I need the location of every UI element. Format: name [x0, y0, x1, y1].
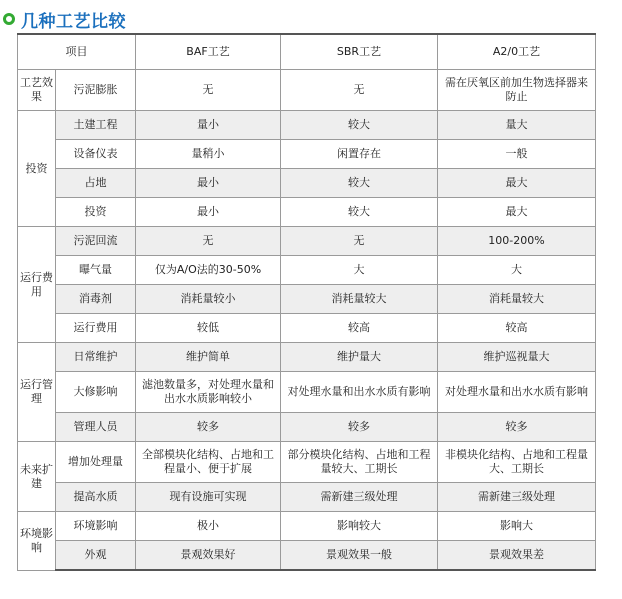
header-baf: BAF工艺 [136, 34, 281, 70]
cell-ao: 大 [438, 256, 596, 285]
cell-sbr: 影响较大 [281, 512, 438, 541]
group-label: 运行费用 [18, 227, 56, 343]
cell-sbr: 需新建三级处理 [281, 483, 438, 512]
table-row [18, 198, 596, 227]
table-row [18, 140, 596, 169]
row-item: 运行费用 [56, 314, 136, 343]
cell-baf: 无 [136, 227, 281, 256]
table-row [18, 483, 596, 512]
table-row [18, 343, 596, 372]
circle-bullet-icon [3, 13, 15, 25]
row-item: 污泥回流 [56, 227, 136, 256]
cell-sbr: 较高 [281, 314, 438, 343]
row-item: 环境影响 [56, 512, 136, 541]
cell-sbr: 消耗量较大 [281, 285, 438, 314]
cell-baf: 较低 [136, 314, 281, 343]
cell-sbr: 较大 [281, 111, 438, 140]
group-label: 运行管理 [18, 343, 56, 442]
cell-ao: 量大 [438, 111, 596, 140]
cell-sbr: 较大 [281, 198, 438, 227]
table-row [18, 227, 596, 256]
cell-baf: 较多 [136, 413, 281, 442]
row-item: 土建工程 [56, 111, 136, 140]
table-row [18, 314, 596, 343]
header-sbr: SBR工艺 [281, 34, 438, 70]
cell-sbr: 大 [281, 256, 438, 285]
cell-ao: 100-200% [438, 227, 596, 256]
cell-baf: 现有设施可实现 [136, 483, 281, 512]
cell-ao: 一般 [438, 140, 596, 169]
table-header-row [18, 34, 596, 70]
group-label: 投资 [18, 111, 56, 227]
cell-baf: 消耗量较小 [136, 285, 281, 314]
table-row [18, 413, 596, 442]
cell-ao: 较多 [438, 413, 596, 442]
cell-ao: 较高 [438, 314, 596, 343]
cell-ao: 最大 [438, 198, 596, 227]
page-title: 几种工艺比较 [21, 11, 126, 32]
table-row [18, 285, 596, 314]
row-item: 占地 [56, 169, 136, 198]
row-item: 曝气量 [56, 256, 136, 285]
row-item: 污泥膨胀 [56, 70, 136, 111]
header-ao: A2/0工艺 [438, 34, 596, 70]
cell-sbr: 部分模块化结构、占地和工程量较大、工期长 [281, 442, 438, 483]
row-item: 外观 [56, 541, 136, 571]
cell-sbr: 无 [281, 227, 438, 256]
row-item: 管理人员 [56, 413, 136, 442]
cell-ao: 非模块化结构、占地和工程量大、工期长 [438, 442, 596, 483]
cell-ao: 维护巡视量大 [438, 343, 596, 372]
cell-baf: 最小 [136, 198, 281, 227]
cell-ao: 景观效果差 [438, 541, 596, 571]
cell-ao: 消耗量较大 [438, 285, 596, 314]
cell-sbr: 景观效果一般 [281, 541, 438, 571]
cell-baf: 仅为A/O法的30-50% [136, 256, 281, 285]
table-row [18, 256, 596, 285]
cell-ao: 需新建三级处理 [438, 483, 596, 512]
cell-baf: 最小 [136, 169, 281, 198]
cell-baf: 极小 [136, 512, 281, 541]
table-row [18, 541, 596, 571]
cell-baf: 景观效果好 [136, 541, 281, 571]
cell-ao: 影响大 [438, 512, 596, 541]
cell-ao: 最大 [438, 169, 596, 198]
group-label: 未来扩建 [18, 442, 56, 512]
table-row [18, 70, 596, 111]
cell-sbr: 维护量大 [281, 343, 438, 372]
cell-ao: 需在厌氧区前加生物选择器来防止 [438, 70, 596, 111]
row-item: 投资 [56, 198, 136, 227]
cell-sbr: 较大 [281, 169, 438, 198]
title-row [0, 6, 622, 32]
row-item: 日常维护 [56, 343, 136, 372]
group-label: 工艺效果 [18, 70, 56, 111]
cell-sbr: 无 [281, 70, 438, 111]
table-row [18, 372, 596, 413]
row-item: 大修影响 [56, 372, 136, 413]
cell-baf: 无 [136, 70, 281, 111]
table-row [18, 111, 596, 140]
cell-sbr: 对处理水量和出水水质有影响 [281, 372, 438, 413]
cell-baf: 维护简单 [136, 343, 281, 372]
group-label: 环境影响 [18, 512, 56, 571]
cell-baf: 全部模块化结构、占地和工程量小、便于扩展 [136, 442, 281, 483]
cell-baf: 量稍小 [136, 140, 281, 169]
cell-baf: 量小 [136, 111, 281, 140]
cell-sbr: 闲置存在 [281, 140, 438, 169]
row-item: 提高水质 [56, 483, 136, 512]
table-row [18, 442, 596, 483]
cell-sbr: 较多 [281, 413, 438, 442]
comparison-table [17, 33, 596, 571]
header-item: 项目 [18, 34, 136, 70]
cell-baf: 滤池数量多，对处理水量和出水水质影响较小 [136, 372, 281, 413]
table-row [18, 169, 596, 198]
cell-ao: 对处理水量和出水水质有影响 [438, 372, 596, 413]
row-item: 增加处理量 [56, 442, 136, 483]
row-item: 消毒剂 [56, 285, 136, 314]
table-row [18, 512, 596, 541]
row-item: 设备仪表 [56, 140, 136, 169]
